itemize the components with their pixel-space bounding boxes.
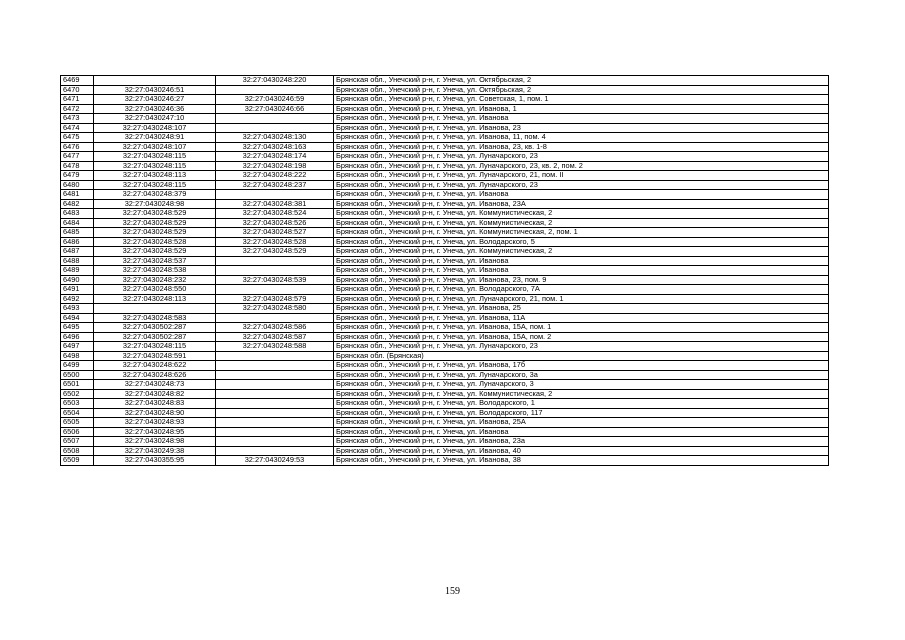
cadastral-number-cell: 32:27:0430248:529: [94, 247, 216, 257]
table-row: [61, 437, 829, 447]
cadastral-number-cell: 32:27:0430248:591: [94, 351, 216, 361]
related-cadastral-number-cell: [216, 351, 334, 361]
address-cell: Брянская обл., Унечский р-н, г. Унеча, ул. Иванова, 23: [334, 123, 829, 133]
cadastral-number-cell: [94, 76, 216, 86]
address-cell: Брянская обл., Унечский р-н, г. Унеча, ул. Коммунистическая, 2: [334, 389, 829, 399]
cadastral-number-cell: 32:27:0430246:36: [94, 104, 216, 114]
related-cadastral-number-cell: 32:27:0430248:220: [216, 76, 334, 86]
related-cadastral-number-cell: 32:27:0430248:222: [216, 171, 334, 181]
cadastral-number-cell: 32:27:0430248:529: [94, 228, 216, 238]
address-cell: Брянская обл., Унечский р-н, г. Унеча, ул. Коммунистическая, 2: [334, 209, 829, 219]
cadastral-number-cell: 32:27:0430248:537: [94, 256, 216, 266]
related-cadastral-number-cell: [216, 361, 334, 371]
row-number-cell: 6507: [61, 437, 94, 447]
row-number-cell: 6509: [61, 456, 94, 466]
address-cell: Брянская обл., Унечский р-н, г. Унеча, ул. Луначарского, 21, пом. II: [334, 171, 829, 181]
related-cadastral-number-cell: 32:27:0430248:198: [216, 161, 334, 171]
cadastral-number-cell: 32:27:0430248:538: [94, 266, 216, 276]
row-number-cell: 6486: [61, 237, 94, 247]
table-row: [61, 133, 829, 143]
table-row: [61, 152, 829, 162]
related-cadastral-number-cell: [216, 370, 334, 380]
related-cadastral-number-cell: 32:27:0430248:174: [216, 152, 334, 162]
row-number-cell: 6504: [61, 408, 94, 418]
related-cadastral-number-cell: [216, 408, 334, 418]
row-number-cell: 6501: [61, 380, 94, 390]
row-number-cell: 6478: [61, 161, 94, 171]
address-cell: Брянская обл., Унечский р-н, г. Унеча, ул. Иванова, 11, пом. 4: [334, 133, 829, 143]
related-cadastral-number-cell: [216, 418, 334, 428]
related-cadastral-number-cell: 32:27:0430248:587: [216, 332, 334, 342]
related-cadastral-number-cell: 32:27:0430248:586: [216, 323, 334, 333]
related-cadastral-number-cell: [216, 123, 334, 133]
row-number-cell: 6475: [61, 133, 94, 143]
table-row: [61, 228, 829, 238]
table-row: [61, 95, 829, 105]
row-number-cell: 6499: [61, 361, 94, 371]
address-cell: Брянская обл., Унечский р-н, г. Унеча, ул. Иванова, 40: [334, 446, 829, 456]
related-cadastral-number-cell: 32:27:0430248:526: [216, 218, 334, 228]
table-row: [61, 171, 829, 181]
cadastral-number-cell: 32:27:0430248:73: [94, 380, 216, 390]
cadastral-number-cell: 32:27:0430248:98: [94, 437, 216, 447]
row-number-cell: 6487: [61, 247, 94, 257]
row-number-cell: 6488: [61, 256, 94, 266]
related-cadastral-number-cell: [216, 190, 334, 200]
address-cell: Брянская обл., Унечский р-н, г. Унеча, ул. Луначарского, 23: [334, 152, 829, 162]
cadastral-number-cell: 32:27:0430248:113: [94, 294, 216, 304]
address-cell: Брянская обл., Унечский р-н, г. Унеча, ул. Иванова: [334, 256, 829, 266]
address-cell: Брянская обл., Унечский р-н, г. Унеча, ул. Иванова, 38: [334, 456, 829, 466]
cadastral-number-cell: 32:27:0430502:287: [94, 332, 216, 342]
table-row: [61, 323, 829, 333]
related-cadastral-number-cell: [216, 313, 334, 323]
row-number-cell: 6494: [61, 313, 94, 323]
address-cell: Брянская обл., Унечский р-н, г. Унеча, ул. Советская, 1, пом. 1: [334, 95, 829, 105]
related-cadastral-number-cell: 32:27:0430248:163: [216, 142, 334, 152]
cadastral-number-cell: 32:27:0430248:90: [94, 408, 216, 418]
address-cell: Брянская обл., Унечский р-н, г. Унеча, ул. Луначарского, 23, кв. 2, пом. 2: [334, 161, 829, 171]
cadastral-number-cell: 32:27:0430248:583: [94, 313, 216, 323]
address-cell: Брянская обл., Унечский р-н, г. Унеча, ул. Иванова, 23, кв. 1-8: [334, 142, 829, 152]
address-cell: Брянская обл., Унечский р-н, г. Унеча, ул. Иванова: [334, 114, 829, 124]
related-cadastral-number-cell: [216, 256, 334, 266]
row-number-cell: 6479: [61, 171, 94, 181]
cadastral-number-cell: 32:27:0430248:115: [94, 152, 216, 162]
cadastral-number-cell: 32:27:0430248:528: [94, 237, 216, 247]
cadastral-number-cell: 32:27:0430502:287: [94, 323, 216, 333]
address-cell: Брянская обл., Унечский р-н, г. Унеча, ул. Иванова, 23а: [334, 437, 829, 447]
cadastral-number-cell: 32:27:0430246:27: [94, 95, 216, 105]
address-cell: Брянская обл., Унечский р-н, г. Унеча, ул. Иванова, 25: [334, 304, 829, 314]
related-cadastral-number-cell: [216, 446, 334, 456]
cadastral-number-cell: 32:27:0430247:10: [94, 114, 216, 124]
address-cell: Брянская обл., Унечский р-н, г. Унеча, ул. Иванова, 15А, пом. 2: [334, 332, 829, 342]
row-number-cell: 6505: [61, 418, 94, 428]
address-cell: Брянская обл., Унечский р-н, г. Унеча, ул. Луначарского, 3а: [334, 370, 829, 380]
related-cadastral-number-cell: [216, 85, 334, 95]
address-cell: Брянская обл., Унечский р-н, г. Унеча, ул. Иванова, 25А: [334, 418, 829, 428]
table-row: [61, 304, 829, 314]
row-number-cell: 6484: [61, 218, 94, 228]
related-cadastral-number-cell: [216, 285, 334, 295]
cadastral-number-cell: 32:27:0430248:83: [94, 399, 216, 409]
row-number-cell: 6503: [61, 399, 94, 409]
address-cell: Брянская обл., Унечский р-н, г. Унеча, ул. Иванова, 23, пом. 9: [334, 275, 829, 285]
cadastral-number-cell: 32:27:0430248:550: [94, 285, 216, 295]
registry-table: [60, 75, 829, 466]
related-cadastral-number-cell: 32:27:0430248:529: [216, 247, 334, 257]
address-cell: Брянская обл., Унечский р-н, г. Унеча, ул. Володарского, 117: [334, 408, 829, 418]
table-row: [61, 237, 829, 247]
row-number-cell: 6496: [61, 332, 94, 342]
address-cell: Брянская обл., Унечский р-н, г. Унеча, ул. Иванова: [334, 190, 829, 200]
row-number-cell: 6483: [61, 209, 94, 219]
cadastral-number-cell: 32:27:0430249:38: [94, 446, 216, 456]
registry-table-body: [61, 76, 829, 466]
address-cell: Брянская обл., Унечский р-н, г. Унеча, ул. Володарского, 1: [334, 399, 829, 409]
address-cell: Брянская обл., Унечский р-н, г. Унеча, ул. Луначарского, 21, пом. 1: [334, 294, 829, 304]
table-row: [61, 332, 829, 342]
related-cadastral-number-cell: 32:27:0430248:588: [216, 342, 334, 352]
cadastral-number-cell: 32:27:0430248:107: [94, 142, 216, 152]
row-number-cell: 6506: [61, 427, 94, 437]
cadastral-number-cell: 32:27:0430248:93: [94, 418, 216, 428]
cadastral-number-cell: 32:27:0430248:115: [94, 342, 216, 352]
related-cadastral-number-cell: 32:27:0430248:579: [216, 294, 334, 304]
cadastral-number-cell: 32:27:0430248:115: [94, 180, 216, 190]
table-row: [61, 380, 829, 390]
related-cadastral-number-cell: 32:27:0430246:59: [216, 95, 334, 105]
table-row: [61, 114, 829, 124]
cadastral-number-cell: 32:27:0430248:529: [94, 218, 216, 228]
cadastral-number-cell: 32:27:0430355:95: [94, 456, 216, 466]
page-number: 159: [445, 586, 460, 597]
address-cell: Брянская обл., Унечский р-н, г. Унеча, ул. Иванова: [334, 427, 829, 437]
row-number-cell: 6498: [61, 351, 94, 361]
table-row: [61, 247, 829, 257]
address-cell: Брянская обл., Унечский р-н, г. Унеча, ул. Иванова: [334, 266, 829, 276]
address-cell: Брянская обл., Унечский р-н, г. Унеча, ул. Луначарского, 23: [334, 342, 829, 352]
table-row: [61, 408, 829, 418]
row-number-cell: 6477: [61, 152, 94, 162]
row-number-cell: 6472: [61, 104, 94, 114]
address-cell: Брянская обл., Унечский р-н, г. Унеча, ул. Володарского, 5: [334, 237, 829, 247]
address-cell: Брянская обл., Унечский р-н, г. Унеча, ул. Коммунистическая, 2: [334, 247, 829, 257]
row-number-cell: 6500: [61, 370, 94, 380]
cadastral-number-cell: 32:27:0430248:232: [94, 275, 216, 285]
address-cell: Брянская обл. (Брянская): [334, 351, 829, 361]
cadastral-number-cell: 32:27:0430248:91: [94, 133, 216, 143]
table-row: [61, 446, 829, 456]
address-cell: Брянская обл., Унечский р-н, г. Унеча, ул. Иванова, 1: [334, 104, 829, 114]
table-row: [61, 399, 829, 409]
cadastral-number-cell: 32:27:0430248:622: [94, 361, 216, 371]
cadastral-number-cell: 32:27:0430248:529: [94, 209, 216, 219]
row-number-cell: 6480: [61, 180, 94, 190]
cadastral-number-cell: 32:27:0430246:51: [94, 85, 216, 95]
table-row: [61, 370, 829, 380]
table-row: [61, 123, 829, 133]
row-number-cell: 6508: [61, 446, 94, 456]
row-number-cell: 6495: [61, 323, 94, 333]
table-row: [61, 209, 829, 219]
cadastral-number-cell: 32:27:0430248:379: [94, 190, 216, 200]
related-cadastral-number-cell: 32:27:0430248:237: [216, 180, 334, 190]
address-cell: Брянская обл., Унечский р-н, г. Унеча, ул. Иванова, 11А: [334, 313, 829, 323]
row-number-cell: 6492: [61, 294, 94, 304]
cadastral-number-cell: 32:27:0430248:82: [94, 389, 216, 399]
related-cadastral-number-cell: [216, 399, 334, 409]
table-row: [61, 418, 829, 428]
related-cadastral-number-cell: [216, 389, 334, 399]
cadastral-number-cell: 32:27:0430248:95: [94, 427, 216, 437]
row-number-cell: 6469: [61, 76, 94, 86]
related-cadastral-number-cell: [216, 427, 334, 437]
row-number-cell: 6471: [61, 95, 94, 105]
table-row: [61, 275, 829, 285]
related-cadastral-number-cell: [216, 266, 334, 276]
row-number-cell: 6502: [61, 389, 94, 399]
cadastral-number-cell: 32:27:0430248:98: [94, 199, 216, 209]
table-row: [61, 85, 829, 95]
table-row: [61, 142, 829, 152]
table-row: [61, 180, 829, 190]
table-row: [61, 456, 829, 466]
table-row: [61, 161, 829, 171]
table-row: [61, 427, 829, 437]
row-number-cell: 6481: [61, 190, 94, 200]
row-number-cell: 6493: [61, 304, 94, 314]
table-row: [61, 294, 829, 304]
table-row: [61, 76, 829, 86]
related-cadastral-number-cell: 32:27:0430248:130: [216, 133, 334, 143]
row-number-cell: 6485: [61, 228, 94, 238]
related-cadastral-number-cell: [216, 437, 334, 447]
address-cell: Брянская обл., Унечский р-н, г. Унеча, ул. Коммунистическая, 2: [334, 218, 829, 228]
cadastral-number-cell: 32:27:0430248:626: [94, 370, 216, 380]
related-cadastral-number-cell: 32:27:0430246:66: [216, 104, 334, 114]
related-cadastral-number-cell: [216, 380, 334, 390]
table-row: [61, 266, 829, 276]
row-number-cell: 6490: [61, 275, 94, 285]
related-cadastral-number-cell: 32:27:0430248:580: [216, 304, 334, 314]
cadastral-number-cell: 32:27:0430248:115: [94, 161, 216, 171]
row-number-cell: 6476: [61, 142, 94, 152]
related-cadastral-number-cell: 32:27:0430248:381: [216, 199, 334, 209]
table-row: [61, 342, 829, 352]
address-cell: Брянская обл., Унечский р-н, г. Унеча, ул. Коммунистическая, 2, пом. 1: [334, 228, 829, 238]
table-row: [61, 104, 829, 114]
row-number-cell: 6491: [61, 285, 94, 295]
table-row: [61, 218, 829, 228]
table-row: [61, 313, 829, 323]
row-number-cell: 6473: [61, 114, 94, 124]
table-row: [61, 199, 829, 209]
row-number-cell: 6497: [61, 342, 94, 352]
table-row: [61, 361, 829, 371]
address-cell: Брянская обл., Унечский р-н, г. Унеча, ул. Иванова, 17б: [334, 361, 829, 371]
row-number-cell: 6474: [61, 123, 94, 133]
row-number-cell: 6482: [61, 199, 94, 209]
table-row: [61, 256, 829, 266]
table-row: [61, 285, 829, 295]
related-cadastral-number-cell: 32:27:0430248:528: [216, 237, 334, 247]
address-cell: Брянская обл., Унечский р-н, г. Унеча, ул. Иванова, 23А: [334, 199, 829, 209]
address-cell: Брянская обл., Унечский р-н, г. Унеча, ул. Иванова, 15А, пом. 1: [334, 323, 829, 333]
table-row: [61, 190, 829, 200]
table-row: [61, 351, 829, 361]
address-cell: Брянская обл., Унечский р-н, г. Унеча, ул. Октябрьская, 2: [334, 76, 829, 86]
row-number-cell: 6489: [61, 266, 94, 276]
cadastral-number-cell: 32:27:0430248:107: [94, 123, 216, 133]
row-number-cell: 6470: [61, 85, 94, 95]
cadastral-number-cell: [94, 304, 216, 314]
address-cell: Брянская обл., Унечский р-н, г. Унеча, ул. Октябрьская, 2: [334, 85, 829, 95]
related-cadastral-number-cell: 32:27:0430248:539: [216, 275, 334, 285]
related-cadastral-number-cell: 32:27:0430249:53: [216, 456, 334, 466]
related-cadastral-number-cell: 32:27:0430248:524: [216, 209, 334, 219]
related-cadastral-number-cell: [216, 114, 334, 124]
related-cadastral-number-cell: 32:27:0430248:527: [216, 228, 334, 238]
address-cell: Брянская обл., Унечский р-н, г. Унеча, ул. Луначарского, 3: [334, 380, 829, 390]
table-row: [61, 389, 829, 399]
cadastral-number-cell: 32:27:0430248:113: [94, 171, 216, 181]
address-cell: Брянская обл., Унечский р-н, г. Унеча, ул. Луначарского, 23: [334, 180, 829, 190]
address-cell: Брянская обл., Унечский р-н, г. Унеча, ул. Володарского, 7А: [334, 285, 829, 295]
